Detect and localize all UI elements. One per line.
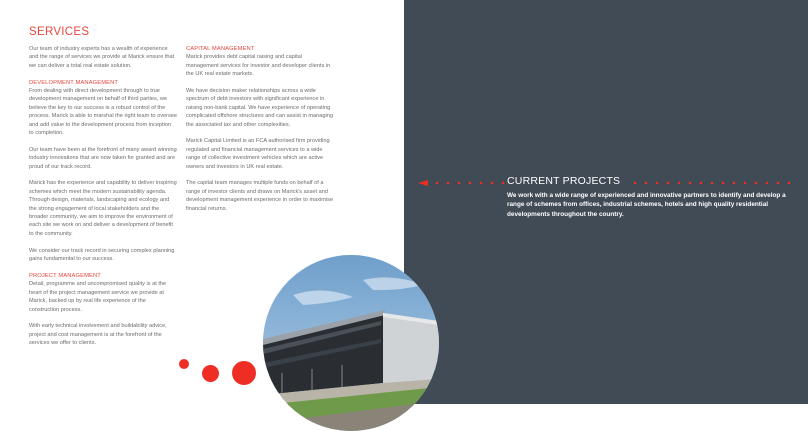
services-column-right	[186, 45, 336, 221]
development-management-heading: DEVELOPMENT MANAGEMENT	[29, 79, 119, 86]
development-paragraph-2: Our team have been at the forefront of many award winning industry innovations that are now taken for granted and are proud of our track record.	[29, 146, 177, 170]
services-column-left	[29, 45, 177, 356]
capital-paragraph-2: We have decision maker relationships across a wide spectrum of debt investors with significant experience in raising non-bank capital. We have experience of operating complicated offshore structures and can assist in managing the associated tax and other complexities.	[186, 88, 333, 128]
capital-paragraph-1: Marick provides debt capital raising and capital management services for investor and developer clients in the UK real estate markets.	[186, 54, 331, 78]
building-photo	[263, 255, 439, 431]
capital-paragraph-3: Marick Capital Limited is an FCA authorised firm providing regulated and financial management services to a wide range of collective investment vehicles which are active owners and investors in UK real estate.	[186, 138, 330, 170]
current-projects-title: CURRENT PROJECTS	[507, 175, 621, 187]
arrow-dotted-line-left	[418, 180, 508, 186]
decorative-dot-large	[232, 361, 256, 385]
project-paragraph-1: Detail, programme and uncompromised quality is at the heart of the project management service we provide at Marick, backed up by real life experience of the construction process.	[29, 281, 167, 313]
development-paragraph-4: We consider our track record in securing complex planning gains fundamental to our success.	[29, 247, 175, 263]
services-intro: Our team of industry experts has a wealth of experience and the range of services we provide at Marick ensure that we can deliver a total real estate solution.	[29, 46, 175, 69]
capital-management-heading: CAPITAL MANAGEMENT	[186, 46, 255, 52]
services-title: SERVICES	[29, 26, 90, 38]
decorative-dot-small	[179, 359, 189, 369]
project-management-heading: PROJECT MANAGEMENT	[29, 272, 101, 279]
development-paragraph-1: From dealing with direct development through to true development management on behalf of third parties, we believe the key to our success is a robust control of the process. Marick is able to marshal the right team to oversee and add value to the development process from inception to completion.	[29, 88, 177, 137]
development-paragraph-3: Marick has the experience and capability to deliver inspiring schemes which meet the modern sustainability agenda. Through design, materials, landscaping and ecology and the strong engagement of local stakeholders and the broader community, we aim to improve the environment of each site we work on and deliver a development of benefit to the community.	[29, 180, 177, 237]
current-projects-body: We work with a wide range of experienced and innovative partners to identify and develop a range of schemes from offices, industrial schemes, hotels and high quality residential developments throughout the country.	[507, 192, 786, 218]
project-paragraph-2: With early technical involvement and buildability advice, project and cost management is at the forefront of the services we offer to clients.	[29, 323, 167, 347]
decorative-dot-medium	[202, 365, 219, 382]
arrow-head-icon	[418, 180, 428, 186]
building-illustration	[263, 255, 439, 431]
capital-paragraph-4: The capital team manages multiple funds on behalf of a range of investor clients and draws on Marick's asset and development management experience in order to maximise financial returns.	[186, 180, 334, 212]
arrow-dotted-line-right	[632, 180, 794, 186]
